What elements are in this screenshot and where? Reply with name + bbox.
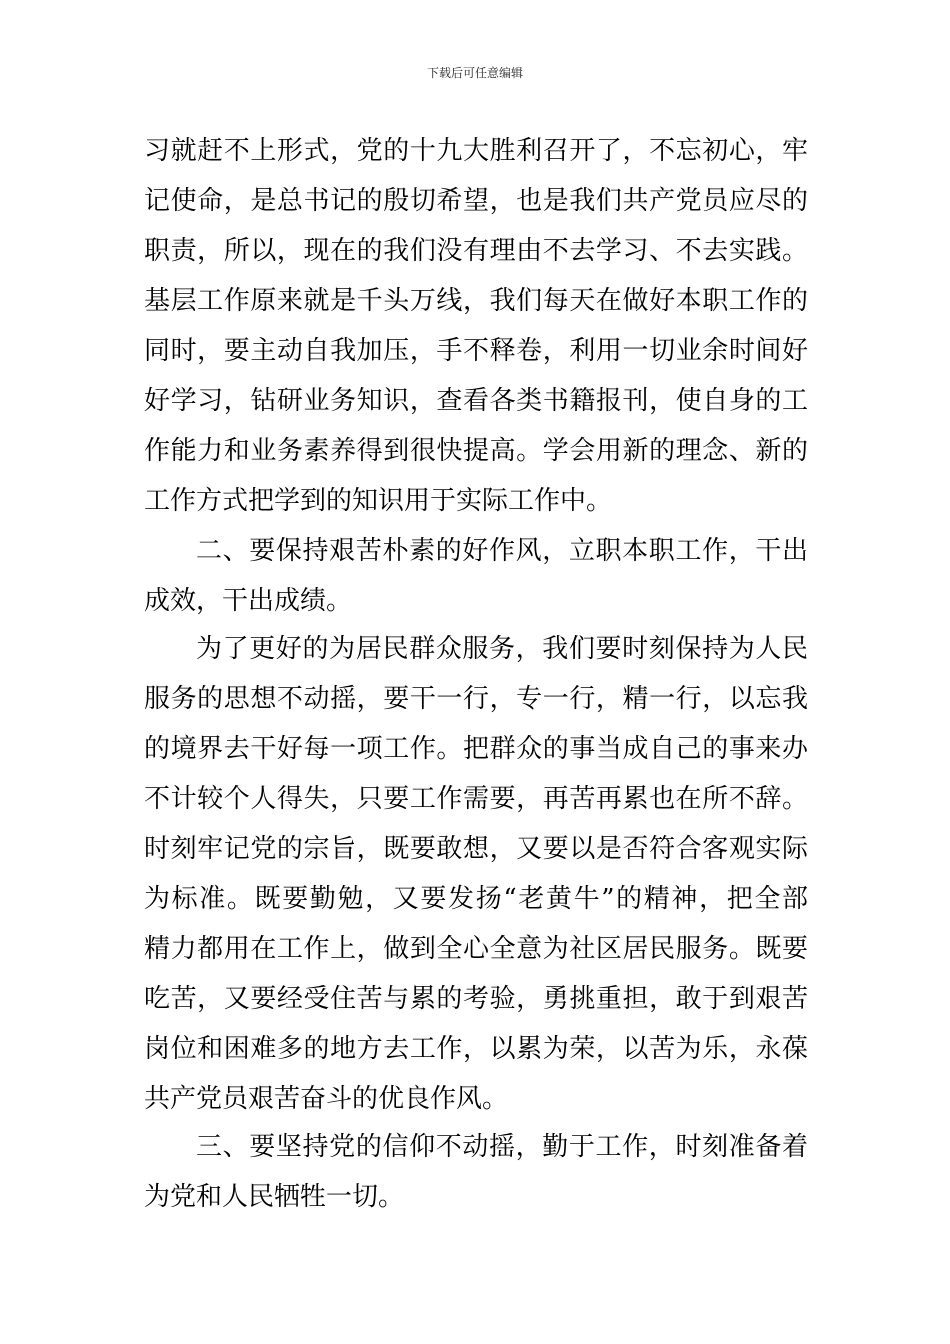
text-line: 记使命，是总书记的殷切希望，也是我们共产党员应尽的 (144, 186, 808, 216)
text-line: 为党和人民牺牲一切。 (144, 1182, 405, 1212)
text-line: 为了更好的为居民群众服务，我们要时刻保持为人民 (196, 634, 808, 664)
text-line: 为标准。既要勤勉，又要发扬“老黄牛”的精神，把全部 (144, 884, 808, 914)
text-line: 成效，干出成绩。 (144, 586, 353, 616)
text-line: 岗位和困难多的地方去工作，以累为荣，以苦为乐，永葆 (144, 1034, 808, 1064)
text-line: 吃苦，又要经受住苦与累的考验，勇挑重担，敢于到艰苦 (144, 984, 808, 1014)
text-line: 的境界去干好每一项工作。把群众的事当成自己的事来办 (144, 734, 808, 764)
text-line: 基层工作原来就是千头万线，我们每天在做好本职工作的 (144, 286, 808, 316)
text-line: 三、要坚持党的信仰不动摇，勤于工作，时刻准备着 (196, 1132, 808, 1162)
text-line: 同时，要主动自我加压，手不释卷，利用一切业余时间好 (144, 336, 808, 366)
text-line: 服务的思想不动摇，要干一行，专一行，精一行，以忘我 (144, 684, 808, 714)
text-line: 习就赶不上形式，党的十九大胜利召开了，不忘初心，牢 (144, 136, 808, 166)
text-line: 作能力和业务素养得到很快提高。学会用新的理念、新的 (144, 436, 808, 466)
page-header: 下载后可任意编辑 (426, 66, 523, 80)
text-line: 共产党员艰苦奋斗的优良作风。 (144, 1084, 509, 1114)
text-line: 好学习，钻研业务知识，查看各类书籍报刊，使自身的工 (144, 386, 808, 416)
text-line: 工作方式把学到的知识用于实际工作中。 (144, 486, 613, 516)
text-line: 职责，所以，现在的我们没有理由不去学习、不去实践。 (144, 236, 808, 266)
text-line: 二、要保持艰苦朴素的好作风，立职本职工作，干出 (196, 536, 808, 566)
text-line: 时刻牢记党的宗旨，既要敢想，又要以是否符合客观实际 (144, 834, 808, 864)
text-line: 不计较个人得失，只要工作需要，再苦再累也在所不辞。 (144, 784, 808, 814)
text-line: 精力都用在工作上，做到全心全意为社区居民服务。既要 (144, 934, 808, 964)
